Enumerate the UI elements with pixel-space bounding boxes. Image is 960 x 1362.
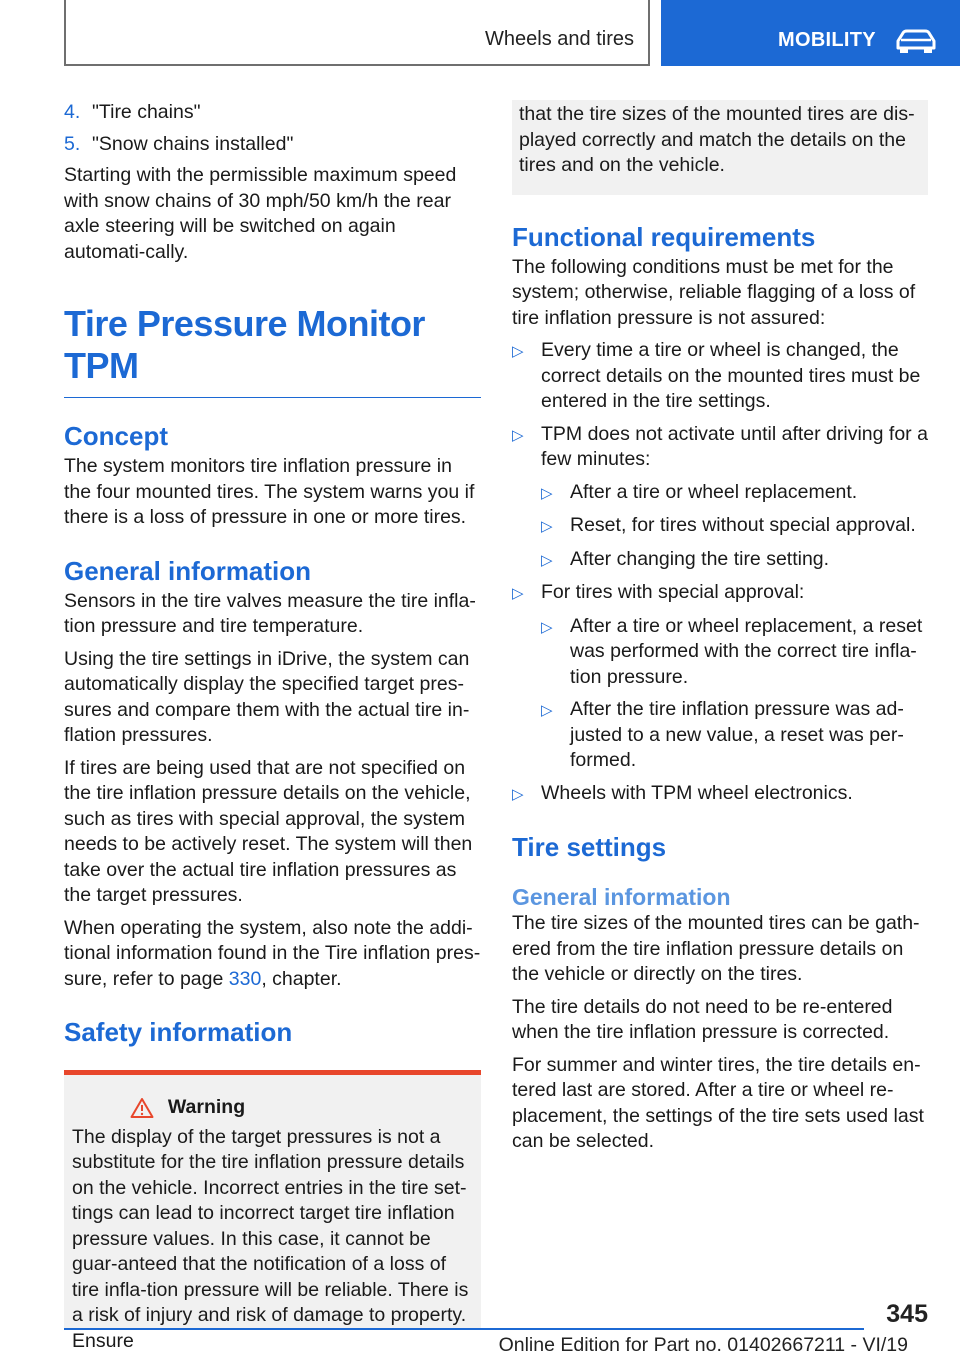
bullet-triangle-icon: ▷ [541,484,553,502]
bullet-text: After a tire or wheel replacement. [570,480,858,503]
concept-heading: Concept [64,421,168,451]
warning-box [64,1070,481,1352]
page-link[interactable]: 330 [228,967,262,990]
list-item [512,580,928,607]
general-info-heading: General information [64,555,312,586]
warning-body: The display of the target pressures is not a substitute for the tire inflation pressure details on the vehicle. Incorrect entries in the tire set‐tings can lead to incorrect target tire inflation pressure values. In this case, it cannot be guar‐anteed that the notification of a loss of tire infla‐tion pressure will be reliable. There is a risk of injury and risk of damage to property. Ensure [72,1125,469,1352]
general-paragraph-2: Using the tire settings in iDrive, the system can automatically display the specified target pres‐sures and compare them with the actual tire in‐flation pressures. [64,647,470,746]
chapter-heading: Tire Pressure Monitor TPM [64,303,481,398]
bullet-text: Every time a tire or wheel is changed, the correct details on the mounted tires must be entered in the tire settings. [541,339,921,412]
bullet-text: After the tire inflation pressure was ad‐justed to a new value, a reset was per‐formed. [570,698,904,771]
list-number: 5. [64,132,81,155]
bullet-text: TPM does not activate until after driving for a few minutes: [541,422,928,470]
list-item [512,480,928,507]
mobility-tab[interactable] [661,0,960,66]
bullet-triangle-icon: ▷ [541,518,553,535]
tire-general-heading: General information [512,884,731,910]
concept-paragraph: The system monitors tire inflation pressure in the four mounted tires. The system warns you if there is a loss of pressure in one or more tires. [64,455,475,528]
list-item [512,513,928,540]
bullet-text: After changing the tire setting. [570,547,830,570]
header-section-box [64,0,650,66]
bullet-text: Wheels with TPM wheel electronics. [541,781,853,804]
tire-paragraph-2: The tire details do not need to be re-entered when the tire inflation pressure is corrected. [512,995,893,1043]
bullet-triangle-icon: ▷ [512,426,524,444]
general-paragraph-4 [64,916,481,993]
mobility-tab-label: MOBILITY [778,29,876,51]
left-column [64,100,481,1352]
bullet-text: Reset, for tires without special approval. [570,514,916,536]
warning-title: Warning [167,1096,246,1118]
footer-rule [64,1328,864,1330]
right-column [512,100,928,1162]
list-item [512,547,928,574]
list-item [512,614,928,691]
list-item [512,338,928,415]
section-title: Wheels and tires [485,28,634,50]
paragraph-text: When operating the system, also note the addi‐tional information found in the Tire inflation pres‐sure, refer to page [64,916,481,990]
warning-triangle-icon [130,1097,154,1119]
bullet-text: For tires with special approval: [541,581,805,603]
bullet-triangle-icon: ▷ [541,702,553,719]
bullet-triangle-icon: ▷ [512,343,524,360]
list-item [512,781,928,808]
list-number: 4. [64,101,81,123]
footer-edition: Online Edition for Part no. 01402667211 - VI/19 [498,1334,908,1356]
tire-paragraph-1: The tire sizes of the mounted tires can be gath‐ered from the tire inflation pressure details on the vehicle or directly on the tires. [512,912,920,985]
bullet-triangle-icon: ▷ [541,618,553,636]
list-item [512,697,928,774]
intro-paragraph: Starting with the permissible maximum speed with snow chains of 30 mph/50 km/h the rear axle steering will be switched on again automati‐cally. [64,164,457,263]
list-item [512,422,928,473]
list-item [64,132,481,158]
bullet-triangle-icon: ▷ [541,551,553,569]
car-icon [894,28,938,54]
warning-continuation: that the tire sizes of the mounted tires are dis‐played correctly and match the details on the tires and on the vehicle. [512,100,928,195]
list-item [64,100,481,126]
list-text: "Tire chains" [92,101,201,123]
tire-settings-heading: Tire settings [512,832,667,862]
general-paragraph-1: Sensors in the tire valves measure the tire infla‐tion pressure and tire temperature. [64,589,476,637]
page-number: 345 [886,1300,928,1328]
general-paragraph-3: If tires are being used that are not specified on the tire inflation pressure details on the vehicle, such as tires with special approval, the system needs to be actively reset. The system will then take over the actual tire inflation pressures as the target pressures. [64,756,473,906]
list-text: "Snow chains installed" [92,132,294,155]
bullet-triangle-icon: ▷ [512,785,524,803]
bullet-triangle-icon: ▷ [512,585,524,602]
functional-paragraph: The following conditions must be met for the system; otherwise, reliable flagging of a loss of tire inflation pressure is not assured: [512,255,916,329]
bullet-text: After a tire or wheel replacement, a reset was performed with the correct tire infla‐tion pressure. [570,614,923,688]
functional-requirements-heading: Functional requirements [512,221,816,252]
warning-header [72,1095,473,1121]
tire-paragraph-3: For summer and winter tires, the tire details en‐tered last are stored. After a tire or wheel re‐placement, the settings of the tire sets used last can be selected. [512,1053,924,1152]
paragraph-text: , chapter. [261,967,342,990]
safety-heading: Safety information [64,1017,293,1047]
